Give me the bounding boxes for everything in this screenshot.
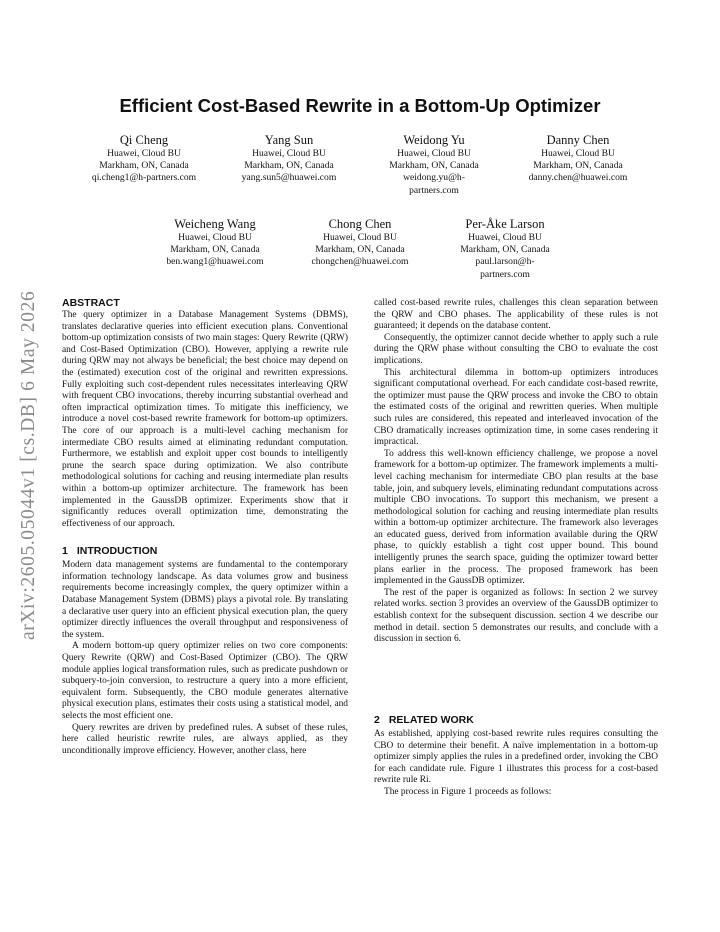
paragraph: This architectural dilemma in bottom-up optimizers introduces significant computational overhead. For each candidate cost-based rewrite, the optimizer must pause the QRW process and invoke the CBO to obtain the estimated costs of the original and rewritten queries. When multiple such rules are considered, this repeated and interleaved invocation of the CBO dramatically increases optimization time, in some cases rendering it impractical.	[374, 367, 658, 448]
section-number: 2	[374, 714, 380, 726]
author-name: Per-Åke Larson	[465, 217, 545, 231]
section-title: INTRODUCTION	[76, 545, 158, 558]
author-block	[70, 132, 218, 185]
paragraph: The process in Figure 1 proceeds as follows:	[384, 786, 552, 797]
author-affiliation: Huawei, Cloud BU	[468, 232, 542, 243]
author-email-continued[interactable]: partners.com	[409, 184, 459, 196]
paragraph: The rest of the paper is organized as follows: In section 2 we survey related works. section 3 provides an overview of the GaussDB optimizer to establish context for the subsequent discussion. section 4 we describe our method in detail. section 5 demonstrates our results, and conclude with a discussion in section 6.	[374, 587, 658, 645]
author-affiliation: Huawei, Cloud BU	[323, 232, 397, 243]
author-name: Yang Sun	[264, 133, 314, 147]
paragraph: called cost-based rewrite rules, challenges this clean separation between the QRW and CBO phases. The applicability of these rules is not guaranteed; it depends on the database content.	[374, 298, 658, 332]
author-affiliation: Huawei, Cloud BU	[178, 232, 252, 243]
section-heading	[62, 544, 348, 558]
author-block	[360, 132, 508, 197]
author-email[interactable]: danny.chen@huawei.com	[528, 172, 628, 184]
arxiv-identifier: arXiv:2605.05044v1 [cs.DB] 6 May 2026	[18, 290, 39, 640]
author-affiliation: Huawei, Cloud BU	[541, 148, 615, 159]
author-name: Chong Chen	[328, 217, 392, 231]
author-location: Markham, ON, Canada	[533, 160, 623, 172]
author-location: Markham, ON, Canada	[99, 160, 189, 172]
author-email[interactable]: yang.sun5@huawei.com	[241, 172, 337, 184]
author-affiliation: Huawei, Cloud BU	[107, 148, 181, 159]
paragraph: As established, applying cost-based rewrite rules requires consulting the CBO to determine their benefit. A naïve implementation in a bottom-up optimizer simply applies the rules in a predefined order, invoking the CBO for each candidate rule. Figure 1 illustrates this process for a cost-based rewrite rule Ri.	[374, 729, 658, 786]
paragraph: Consequently, the optimizer cannot decide whether to apply such a rule during the QRW phase without consulting the CBO to evaluate the cost implications.	[374, 332, 658, 366]
paragraph: To address this well-known efficiency challenge, we propose a novel framework for a bottom-up optimizer. The framework implements a multi-level caching mechanism for intermediate CBO plan results at the base table, join, and subquery levels, eliminating redundant computations across multiple CBO invocations. To support this mechanism, we present a methodological solution for caching and reusing intermediate plan results within a bottom-up optimizer architecture. The framework also leverages an educated guess, derived from information available during the QRW phase, to quickly establish a tight cost upper bound. This bound intelligently prunes the search space, guiding the optimizer toward better plans earlier in the process. The proposed framework has been implemented in the GaussDB optimizer.	[374, 448, 658, 587]
paragraph: Modern data management systems are fundamental to the contemporary information technology landscape. As data volumes grow and business requirements become increasingly complex, the query optimizer within a Database Management System (DBMS) plays a pivotal role. By translating a declarative user query into an efficient physical execution plan, the query optimizer directly influences the overall throughput and responsiveness of the system.	[62, 560, 348, 640]
abstract-text: The query optimizer in a Database Management Systems (DBMS), translates declarative queries into efficient execution plans. Conventional bottom-up optimization consists of two main stages: Query Rewrite (QRW) and Cost-Based Optimization (CBO). However, applying a rewrite rule during QRW may not always be beneficial; the best choice may depend on the (estimated) execution cost of the original and rewritten expressions. Fully exploiting such cost-dependent rules necessitates interleaving QRW with frequent CBO invocations, thereby incurring substantial overhead and often impractical optimization times. To mitigate this inefficiency, we introduce a novel cost-based rewrite framework for bottom-up optimizers. The core of our approach is a multi-level caching mechanism for intermediate CBO results aimed at eliminating redundant computation. Furthermore, we establish and exploit upper cost bounds to intelligently prune the search space during optimization. We also contribute methodological solutions for caching and reusing intermediate plan results within a bottom-up optimizer architecture. The framework has been implemented in the GaussDB optimizer. Experiments show that it significantly reduces overall optimization time, demonstrating the effectiveness of our approach.	[62, 310, 348, 529]
author-name: Weicheng Wang	[174, 217, 256, 231]
paragraph: Query rewrites are driven by predefined rules. A subset of these rules, here called heuristic rewrite rules, are always applied, as they unconditionally improve efficiency. However, another class, here	[62, 722, 348, 756]
author-affiliation: Huawei, Cloud BU	[397, 148, 471, 159]
paper-title: Efficient Cost-Based Rewrite in a Bottom-Up Optimizer	[119, 95, 601, 116]
related-work-section	[374, 713, 658, 799]
right-column	[374, 298, 658, 646]
author-name: Qi Cheng	[119, 133, 169, 147]
author-location: Markham, ON, Canada	[244, 160, 334, 172]
section-number: 1	[62, 545, 68, 558]
author-email[interactable]: qi.cheng1@h-partners.com	[91, 172, 197, 184]
author-email-continued[interactable]: partners.com	[480, 268, 530, 280]
author-location: Markham, ON, Canada	[170, 244, 260, 256]
author-location: Markham, ON, Canada	[389, 160, 479, 172]
author-block	[215, 132, 363, 185]
author-block	[286, 216, 434, 269]
author-email[interactable]: ben.wang1@huawei.com	[166, 256, 264, 268]
abstract-heading: ABSTRACT	[62, 297, 120, 309]
author-block	[431, 216, 579, 281]
paragraph: A modern bottom-up query optimizer relies on two core components: Query Rewrite (QRW) and Cost-Based Optimizer (CBO). The QRW module applies logical transformation rules, such as predicate pushdown or subquery-to-join conversion, to restructure a query into a more efficient, equivalent form. Subsequently, the CBO module generates alternative physical execution plans, estimates their costs using a statistical model, and selects the most efficient one.	[62, 641, 348, 721]
author-block	[141, 216, 289, 269]
author-block	[504, 132, 652, 185]
author-email[interactable]: chongchen@huawei.com	[311, 256, 409, 268]
section-heading	[374, 713, 658, 727]
author-email[interactable]: weidong.yu@h-	[403, 172, 465, 184]
section-title: RELATED WORK	[388, 714, 474, 726]
left-column	[62, 296, 348, 757]
author-email[interactable]: paul.larson@h-	[475, 256, 535, 268]
author-name: Weidong Yu	[403, 133, 465, 147]
author-name: Danny Chen	[546, 133, 610, 147]
author-affiliation: Huawei, Cloud BU	[252, 148, 326, 159]
author-location: Markham, ON, Canada	[460, 244, 550, 256]
author-location: Markham, ON, Canada	[315, 244, 405, 256]
